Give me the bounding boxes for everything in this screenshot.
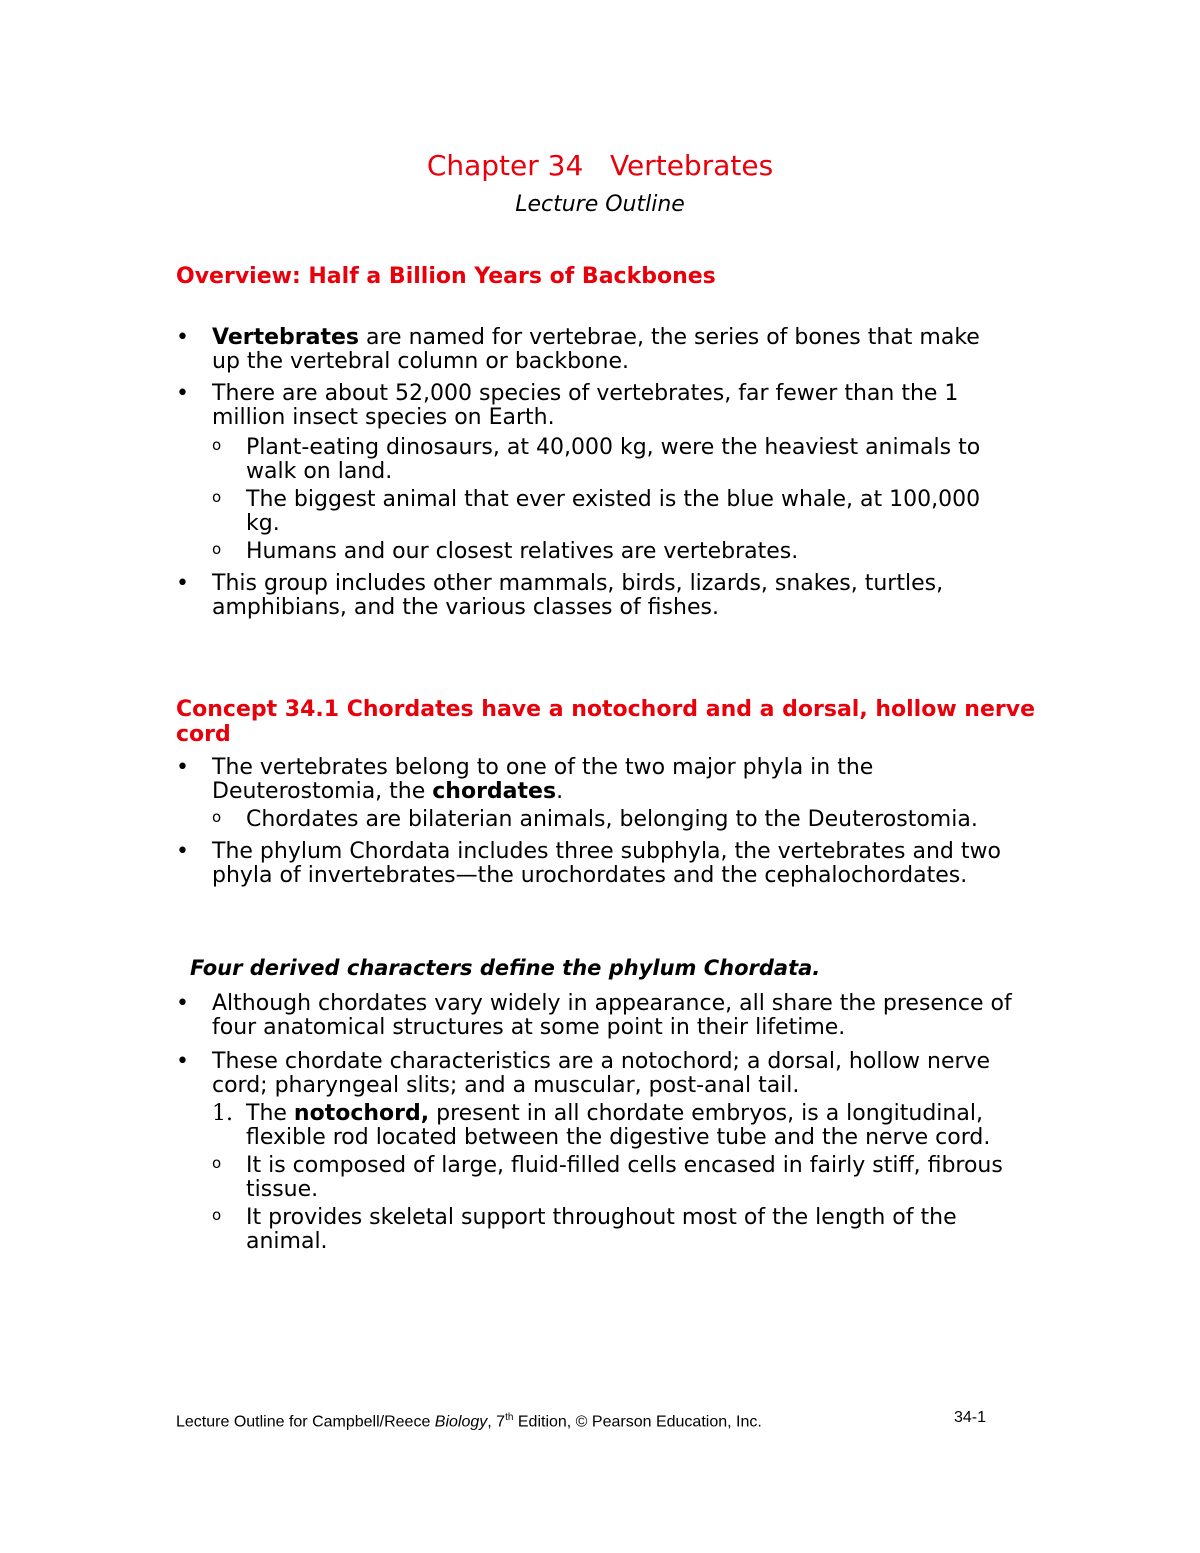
- derived-list: [0, 992, 1200, 1254]
- sub-list-item: [0, 488, 1016, 536]
- list-item: [0, 756, 1012, 804]
- derived-characters-heading: Four derived characters define the phylum Chordata.: [190, 956, 821, 980]
- number-marker: 1.: [212, 1101, 233, 1126]
- sub-list-item: [0, 1206, 1016, 1254]
- sub-list-item: [0, 540, 1016, 564]
- sub-item-text: Humans and our closest relatives are vertebrates.: [246, 539, 799, 564]
- list-item-text: The: [246, 1101, 294, 1126]
- bullet-marker: •: [176, 991, 189, 1016]
- bullet-marker: •: [176, 839, 189, 864]
- page-number: 34-1: [953, 1409, 986, 1426]
- footer-book-title: Biology: [434, 1413, 488, 1431]
- sub-item-text: It provides skeletal support throughout most of the length of the animal.: [246, 1205, 957, 1254]
- list-item-text: The vertebrates belong to one of the two major phyla in the Deuterostomia, the: [212, 755, 874, 804]
- sub-marker: o: [212, 436, 222, 454]
- list-item-text: present in all chordate embryos, is a longitudinal, flexible rod located between the digestive tube and the nerve cord.: [246, 1101, 991, 1150]
- list-item-text: This group includes other mammals, birds, lizards, snakes, turtles, amphibians, and the various classes of fishes.: [212, 571, 944, 620]
- term-notochord: notochord,: [293, 1101, 430, 1126]
- bullet-marker: •: [176, 325, 189, 350]
- footer-edition: , 7: [487, 1413, 506, 1431]
- term-chordates: chordates: [432, 779, 557, 804]
- concept-heading: Concept 34.1 Chordates have a notochord and a dorsal, hollow nerve cord: [176, 697, 1035, 747]
- list-item: [0, 992, 1012, 1040]
- footer-text: Lecture Outline for Campbell/Reece: [176, 1413, 435, 1431]
- list-item-text: There are about 52,000 species of vertebrates, far fewer than the 1 million insect species on Earth.: [212, 381, 959, 430]
- footer-publisher: Edition, © Pearson Education, Inc.: [513, 1413, 762, 1431]
- list-item: [0, 572, 1012, 620]
- sub-item-text: The biggest animal that ever existed is the blue whale, at 100,000 kg.: [246, 487, 981, 536]
- list-item: [0, 840, 1012, 888]
- chapter-subtitle: Lecture Outline: [515, 192, 685, 217]
- sub-item-text: It is composed of large, fluid-filled cells encased in fairly stiff, fibrous tissue.: [246, 1153, 1003, 1202]
- overview-heading: Overview: Half a Billion Years of Backbones: [176, 264, 716, 289]
- numbered-item: [0, 1102, 1016, 1150]
- sub-marker: o: [212, 1206, 222, 1224]
- list-item-text: .: [556, 779, 564, 804]
- concept-list: [0, 756, 1200, 888]
- chapter-title: Chapter 34 Vertebrates: [426, 149, 774, 182]
- list-item: [0, 326, 1012, 374]
- sub-marker: o: [212, 540, 222, 558]
- list-item-text: These chordate characteristics are a notochord; a dorsal, hollow nerve cord; pharyngeal slits; and a muscular, post-anal tail.: [212, 1049, 991, 1098]
- overview-list: [0, 326, 1200, 620]
- bullet-marker: •: [176, 755, 189, 780]
- sub-list-item: [0, 436, 1016, 484]
- sub-marker: o: [212, 808, 222, 826]
- bullet-marker: •: [176, 381, 189, 406]
- footer-edition-suffix: th: [505, 1412, 514, 1423]
- bullet-marker: •: [176, 571, 189, 596]
- sub-marker: o: [212, 1154, 222, 1172]
- sub-list-item: [0, 1154, 1016, 1202]
- list-item-text: The phylum Chordata includes three subphyla, the vertebrates and two phyla of invertebrates—the urochordates and the cephalochordates.: [212, 839, 1001, 888]
- sub-item-text: Plant-eating dinosaurs, at 40,000 kg, were the heaviest animals to walk on land.: [246, 435, 981, 484]
- sub-marker: o: [212, 488, 222, 506]
- sub-list-item: [0, 808, 1016, 832]
- list-item: [0, 382, 1012, 430]
- bullet-marker: •: [176, 1049, 189, 1074]
- page-footer: [176, 1408, 996, 1432]
- term-vertebrates: Vertebrates: [212, 325, 360, 350]
- list-item-text: Although chordates vary widely in appearance, all share the presence of four anatomical structures at some point in their lifetime.: [212, 991, 1012, 1040]
- list-item-text: are named for vertebrae, the series of bones that make up the vertebral column or backbone.: [212, 325, 980, 374]
- sub-item-text: Chordates are bilaterian animals, belonging to the Deuterostomia.: [246, 807, 978, 832]
- list-item: [0, 1050, 1012, 1098]
